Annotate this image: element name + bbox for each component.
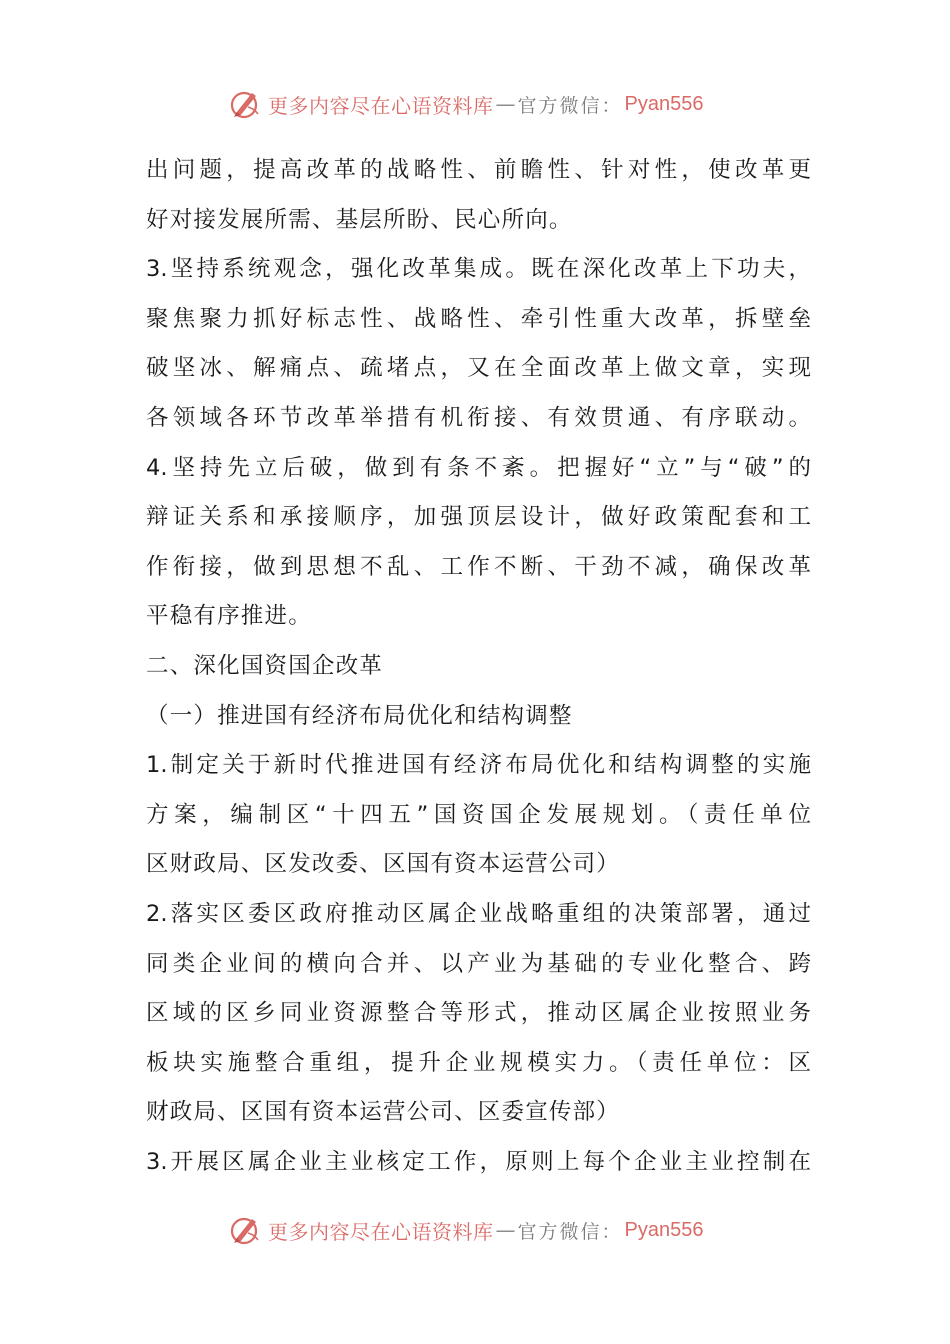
subsection-heading: （一）推进国有经济布局优化和结构调整: [146, 702, 573, 729]
text-line: 区财政局、区发改委、区国有资本运营公司）: [146, 851, 621, 878]
text-line: 聚焦聚力抓好标志性、战略性、牵引性重大改革，拆壁垒: [146, 305, 811, 332]
banner-dash: —: [495, 1218, 516, 1242]
text-line: 1.制定关于新时代推进国有经济布局优化和结构调整的实施: [146, 752, 811, 779]
text-line: 财政局、区国有资本运营公司、区委宣传部）: [146, 1099, 621, 1126]
text-line: 各领域各环节改革举措有机衔接、有效贯通、有序联动。: [146, 404, 811, 431]
text-line: 同类企业间的横向合并、以产业为基础的专业化整合、跨: [146, 950, 811, 977]
header-watermark-banner: [228, 82, 703, 126]
footer-watermark-banner: [228, 1208, 703, 1252]
text-line: 3.开展区属企业主业核定工作，原则上每个企业主业控制在: [146, 1148, 811, 1175]
pen-logo-icon: [228, 1213, 262, 1247]
text-line: 平稳有序推进。: [146, 603, 312, 630]
text-line: 2.落实区委区政府推动区属企业战略重组的决策部署，通过: [146, 900, 811, 927]
pen-logo-icon: [228, 87, 262, 121]
text-line: 方案，编制区“十四五”国资国企发展规划。（责任单位: [146, 801, 811, 828]
text-line: 作衔接，做到思想不乱、工作不断、干劲不减，确保改革: [146, 553, 811, 580]
banner-official-label: 官方微信：: [517, 1220, 623, 1243]
text-line: 出问题，提高改革的战略性、前瞻性、针对性，使改革更: [146, 157, 811, 183]
banner-official-label: 官方微信：: [517, 94, 623, 117]
text-line: 辩证关系和承接顺序，加强顶层设计，做好政策配套和工: [146, 504, 811, 531]
banner-text: 更多内容尽在心语资料库: [268, 1219, 494, 1244]
text-line: 区域的区乡同业资源整合等形式，推动区属企业按照业务: [146, 1000, 811, 1027]
text-line: 板块实施整合重组，提升企业规模实力。（责任单位：区: [146, 1049, 811, 1076]
banner-wechat-id: Pyan556: [624, 92, 704, 115]
text-line: 4.坚持先立后破，做到有条不紊。把握好“立”与“破”的: [146, 454, 811, 481]
document-body: [146, 146, 811, 1187]
text-line: 好对接发展所需、基层所盼、民心所向。: [146, 206, 573, 233]
banner-wechat-id: Pyan556: [624, 1218, 704, 1241]
section-heading: 二、深化国资国企改革: [146, 652, 384, 679]
banner-text: 更多内容尽在心语资料库: [268, 93, 494, 118]
text-line: 破坚冰、解痛点、疏堵点，又在全面改革上做文章，实现: [146, 355, 811, 382]
banner-dash: —: [495, 92, 516, 116]
text-line: 3.坚持系统观念，强化改革集成。既在深化改革上下功夫，: [146, 256, 811, 283]
